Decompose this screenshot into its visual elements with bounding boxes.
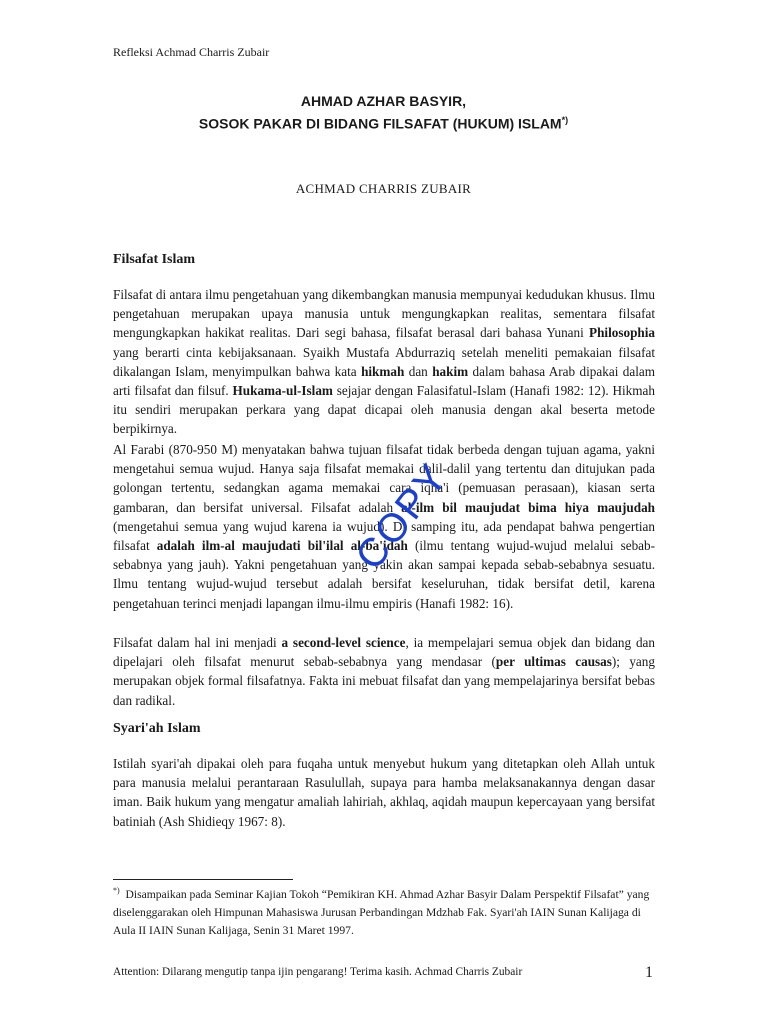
footnote-divider <box>113 879 293 880</box>
copy-watermark-text: COPY <box>347 455 457 578</box>
paragraph-4: Istilah syari'ah dipakai oleh para fuqaha untuk menyebut hukum yang ditetapkan oleh Allah untuk para manusia melalui perantaraan Rasulullah, supaya para hamba melaksanakannya dengan dasar iman. Baik hukum yang mengatur amaliah lahiriah, akhlaq, aqidah maupun kepercayaan yang bersifat batiniah (Ash Shidieqy 1967: 8). <box>113 756 655 829</box>
running-head: Refleksi Achmad Charris Zubair <box>113 45 270 59</box>
attention-note: Attention: Dilarang mengutip tanpa ijin pengarang! Terima kasih. Achmad Charris Zubair <box>113 966 523 978</box>
paragraph-1: Filsafat di antara ilmu pengetahuan yang dikembangkan manusia mempunyai kedudukan khusus. Ilmu pengetahuan merupakan upaya manusia untuk mengungkapkan realitas, sementara filsafat mengungkapkan hakikat realitas. Dari segi bahasa, filsafat berasal dari bahasa Yunani Philosophia yang berarti cinta kebijaksanaan. Syaikh Mustafa Abdurraziq setelah meneliti pemakaian filsafat dikalangan Islam, menyimpulkan bahwa kata hikmah dan hakim dalam bahasa Arab dipakai dalam arti filsafat dan filsuf. Hukama-ul-Islam sejajar dengan Falasifatul-Islam (Hanafi 1982: 12). Hikmah itu sendiri merupakan perkara yang dapat dicapai oleh manusia dengan akal beserta metode berpikirnya. <box>113 287 656 437</box>
paragraph-2: Al Farabi (870-950 M) menyatakan bahwa tujuan filsafat tidak berbeda dengan tujuan agama, yakni mengetahui semua wujud. Hanya saja filsafat memakai dalil-dalil yang tertentu dan ditujukan pada golongan tertentu, sedangkan agama memakai cara iqna'i (pemuasan perasaan), kiasan serta gambaran, dan bersifat universal. Filsafat adalah al-ilm bil maujudat bima hiya maujudah (mengetahui semua yang wujud karena ia wujud). Di samping itu, ada pendapat bahwa pengertian filsafat adalah ilm-al maujudati bil'ilal al-ba'idah (ilmu tentang wujud-wujud melalui sebab-sebabnya yang jauh). Yakni pengetahuan yang yakin akan sampai kepada sebab-sebabnya sesuatu. Ilmu tentang wujud-wujud tersebut adalah bersifat keseluruhan, tidak bersifat detil, karena pengetahuan terinci menjadi lapangan ilmu-ilmu empiris (Hanafi 1982: 16). <box>113 442 655 611</box>
section-heading-syariah-islam: Syari'ah Islam <box>113 721 201 736</box>
page-number: 1 <box>645 964 653 981</box>
footnote-ref-marker: *) <box>561 115 569 125</box>
title-line-2: SOSOK PAKAR DI BIDANG FILSAFAT (HUKUM) ISLAM*) <box>198 115 569 132</box>
title-line-1: AHMAD AZHAR BASYIR, <box>300 93 467 109</box>
section-heading-filsafat-islam: Filsafat Islam <box>113 252 196 267</box>
document-title <box>113 92 654 134</box>
footnote-marker: *) <box>113 886 120 895</box>
footnote: *) Disampaikan pada Seminar Kajian Tokoh “Pemikiran KH. Ahmad Azhar Basyir Dalam Perspektif Filsafat” yang diselenggarakan oleh Himpunan Mahasiswa Jurusan Perbandingan Mdzhab Fak. Syari'ah IAIN Sunan Kalijaga di Aula II IAIN Sunan Kalijaga, Senin 31 Maret 1997. <box>113 886 650 937</box>
paragraph-3: Filsafat dalam hal ini menjadi a second-level science, ia mempelajari semua objek dan bidang dan dipelajari oleh filsafat menurut sebab-sebabnya yang mendasar (per ultimas causas); yang merupakan objek formal filsafatnya. Fakta ini mebuat filsafat dan yang mempelajarinya bersifat bebas dan radikal. <box>113 635 655 708</box>
author-name: ACHMAD CHARRIS ZUBAIR <box>295 181 472 196</box>
